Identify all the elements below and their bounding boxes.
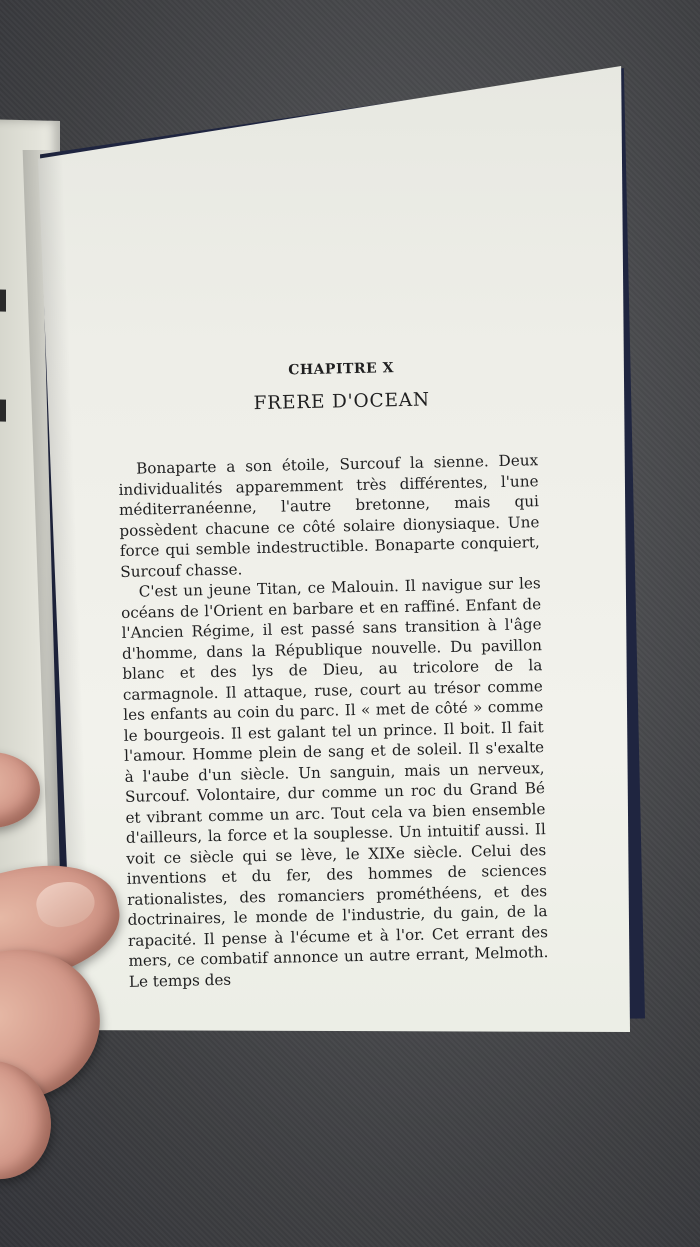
print-mark [0, 399, 6, 421]
print-mark [0, 289, 6, 311]
chapter-label: CHAPITRE X [288, 360, 395, 379]
chapter-title: FRERE D'OCEAN [253, 389, 431, 415]
paragraph: Bonaparte a son étoile, Surcouf la sienne. Deux individualités apparemment très différentes, l'une méditerranéenne, l'autre bretonne, mais qui possèdent chacune ce côté solaire dionysiaque. Une force qui semble indestructible. Bonaparte conquiert, Surcouf chasse. [118, 451, 540, 581]
paragraph: C'est un jeune Titan, ce Malouin. Il navigue sur les océans de l'Orient en barbare et en raffiné. Enfant de l'Ancien Régime, il est passé sans transition à l'âge d'homme, dans la République nouvelle. Du pavillon blanc et des lys de Dieu, au tricolore de la carmagnole. Il attaque, ruse, court au trésor comme les enfants au coin du parc. Il « met de côté » comme le bourgeois. Il est galant tel un prince. Il boit. Il fait l'amour. Homme plein de sang et de soleil. Il s'exalte à l'aube d'un siècle. Un sanguin, mais un nerveux, Surcouf. Volontaire, dur comme un roc du Grand Bé et vibrant comme un arc. Tout cela va bien ensemble d'ailleurs, la force et la souplesse. Un intuitif aussi. Il voit ce siècle qui se lève, le XIXe siècle. Celui des inventions et du fer, des hommes de sciences rationalistes, des romanciers prométhéens, et des doctrinaires, le monde de l'industrie, du gain, de la rapacité. Il pense à l'écume et à l'or. Cet errant des mers, ce combatif annonce un autre errant, Melmoth. Le temps des [120, 574, 549, 991]
printed-text-block [116, 357, 549, 992]
fingernail [33, 877, 99, 932]
